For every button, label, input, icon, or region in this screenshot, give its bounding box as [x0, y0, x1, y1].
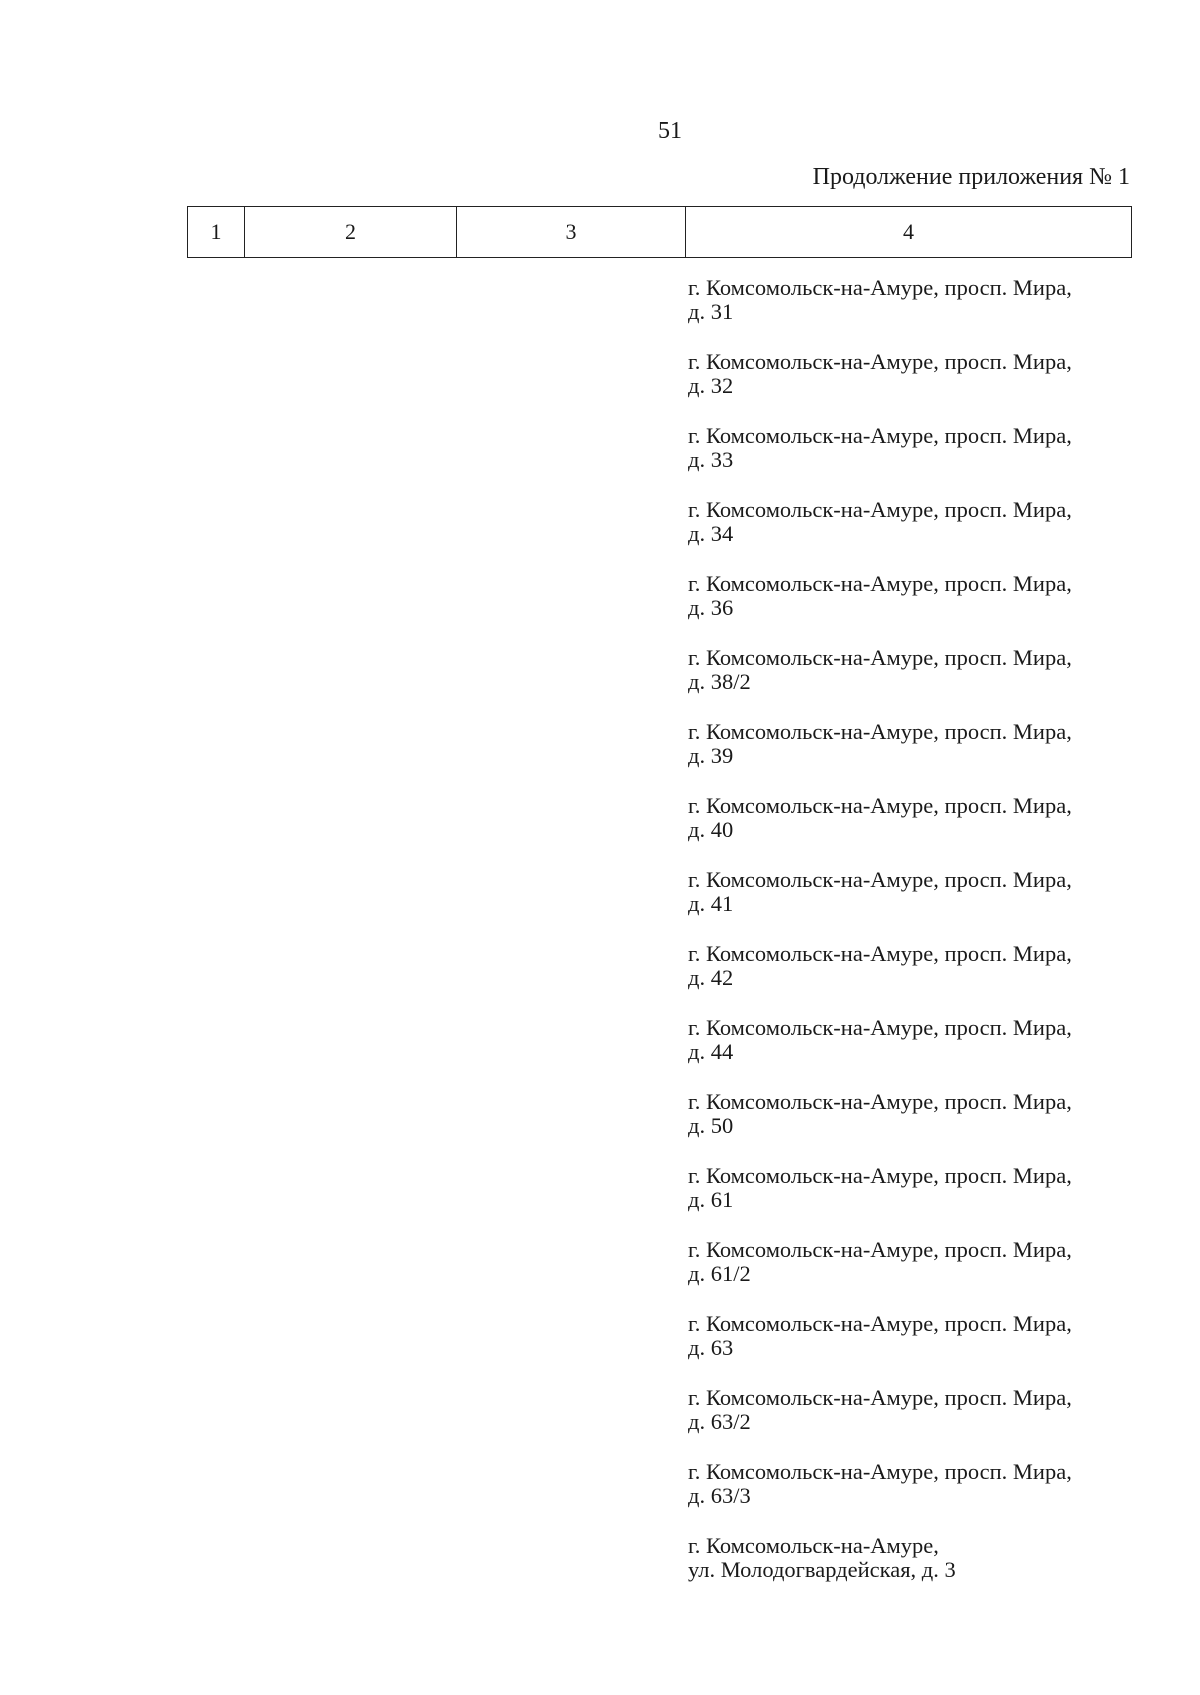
address-line-2: д. 34 [688, 521, 734, 546]
address-item [688, 572, 1168, 646]
address-item [688, 1164, 1168, 1238]
address-line-1: г. Комсомольск-на-Амуре, просп. Мира, [688, 349, 1072, 374]
address-line-2: д. 40 [688, 817, 734, 842]
address-line-2: д. 31 [688, 299, 734, 324]
column-header-4: 4 [686, 207, 1132, 258]
address-line-1: г. Комсомольск-на-Амуре, просп. Мира, [688, 1237, 1072, 1262]
address-line-2: д. 44 [688, 1039, 734, 1064]
address-line-1: г. Комсомольск-на-Амуре, [688, 1533, 939, 1558]
address-line-2: д. 63/3 [688, 1483, 751, 1508]
address-line-2: д. 50 [688, 1113, 734, 1138]
address-item [688, 720, 1168, 794]
column-header-row [188, 207, 1132, 258]
address-item [688, 1090, 1168, 1164]
address-item [688, 1460, 1168, 1534]
address-line-1: г. Комсомольск-на-Амуре, просп. Мира, [688, 867, 1072, 892]
address-line-1: г. Комсомольск-на-Амуре, просп. Мира, [688, 793, 1072, 818]
address-item [688, 794, 1168, 868]
address-line-2: д. 61/2 [688, 1261, 751, 1286]
address-line-1: г. Комсомольск-на-Амуре, просп. Мира, [688, 941, 1072, 966]
address-line-2: д. 39 [688, 743, 734, 768]
address-item [688, 350, 1168, 424]
address-line-1: г. Комсомольск-на-Амуре, просп. Мира, [688, 1015, 1072, 1040]
address-line-1: г. Комсомольск-на-Амуре, просп. Мира, [688, 645, 1072, 670]
address-line-1: г. Комсомольск-на-Амуре, просп. Мира, [688, 497, 1072, 522]
address-line-2: ул. Молодогвардейская, д. 3 [688, 1557, 956, 1582]
address-item [688, 1386, 1168, 1460]
address-line-1: г. Комсомольск-на-Амуре, просп. Мира, [688, 1459, 1072, 1484]
address-line-2: д. 32 [688, 373, 734, 398]
address-item [688, 1238, 1168, 1312]
address-line-1: г. Комсомольск-на-Амуре, просп. Мира, [688, 571, 1072, 596]
address-item [688, 942, 1168, 1016]
column-header-1: 1 [188, 207, 245, 258]
address-item [688, 276, 1168, 350]
address-line-2: д. 38/2 [688, 669, 751, 694]
address-line-2: д. 33 [688, 447, 734, 472]
address-line-2: д. 63/2 [688, 1409, 751, 1434]
column-header-2: 2 [245, 207, 457, 258]
page-number: 51 [658, 118, 682, 144]
address-line-2: д. 41 [688, 891, 734, 916]
address-line-1: г. Комсомольск-на-Амуре, просп. Мира, [688, 1385, 1072, 1410]
address-line-2: д. 61 [688, 1187, 734, 1212]
address-item [688, 868, 1168, 942]
address-line-1: г. Комсомольск-на-Амуре, просп. Мира, [688, 719, 1072, 744]
address-line-1: г. Комсомольск-на-Амуре, просп. Мира, [688, 1089, 1072, 1114]
column-header-3: 3 [457, 207, 686, 258]
address-line-1: г. Комсомольск-на-Амуре, просп. Мира, [688, 1163, 1072, 1188]
address-item [688, 498, 1168, 572]
address-line-1: г. Комсомольск-на-Амуре, просп. Мира, [688, 423, 1072, 448]
address-line-1: г. Комсомольск-на-Амуре, просп. Мира, [688, 275, 1072, 300]
address-line-1: г. Комсомольск-на-Амуре, просп. Мира, [688, 1311, 1072, 1336]
address-item [688, 1534, 1168, 1608]
address-item [688, 1312, 1168, 1386]
address-line-2: д. 63 [688, 1335, 734, 1360]
address-item [688, 424, 1168, 498]
continuation-label: Продолжение приложения № 1 [812, 164, 1130, 190]
address-list [688, 276, 1168, 1608]
address-item [688, 1016, 1168, 1090]
address-line-2: д. 42 [688, 965, 734, 990]
address-item [688, 646, 1168, 720]
column-header-table [187, 206, 1132, 258]
address-line-2: д. 36 [688, 595, 734, 620]
